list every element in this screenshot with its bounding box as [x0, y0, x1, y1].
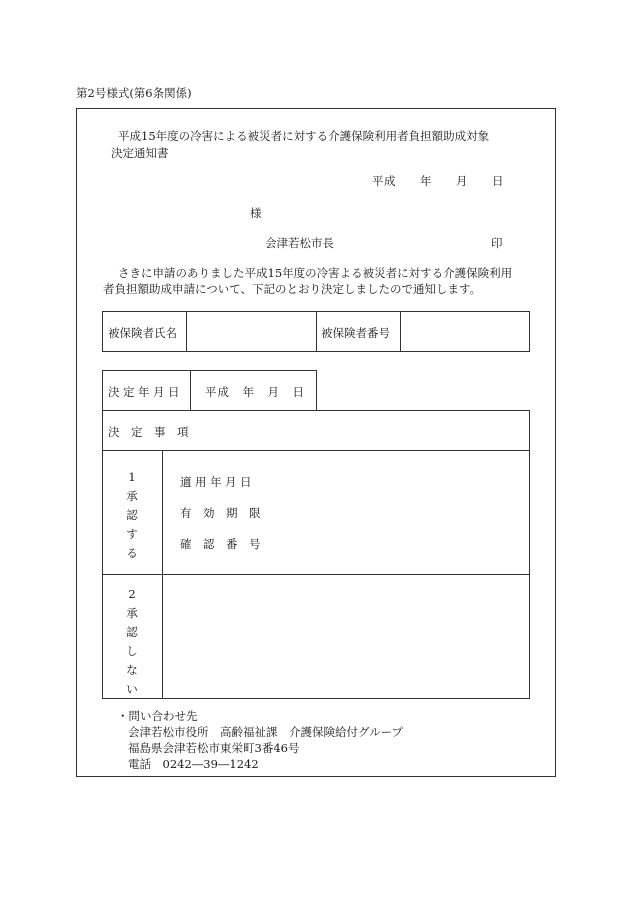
- body-line1: さきに申請のありました平成15年度の冷害よる被災者に対する介護保険利用: [118, 266, 513, 280]
- issuer: 会津若松市長: [265, 236, 334, 250]
- confirmation-number-label: 確 認 番 号: [180, 537, 261, 551]
- approve-label: 1 承 認 す る: [126, 470, 138, 560]
- seal-mark: 印: [491, 236, 503, 250]
- insured-number-label: 被保険者番号: [321, 326, 390, 340]
- contact-line1: 会津若松市役所 高齢福祉課 介護保険給付グループ: [128, 725, 404, 739]
- validity-period-label: 有 効 期 限: [180, 506, 261, 520]
- decision-date-label: 決定年月日: [108, 385, 183, 399]
- contact-heading: ・問い合わせ先: [117, 709, 198, 723]
- applicable-date-label: 適用年月日: [180, 475, 255, 489]
- decision-matters-table: [102, 410, 530, 699]
- recipient-suffix: 様: [250, 206, 262, 220]
- contact-line2: 福島県会津若松市東栄町3番46号: [128, 741, 300, 755]
- date-line: 平成 年 月 日: [372, 174, 504, 188]
- not-approve-label: 2 承 認 し な い: [126, 587, 138, 696]
- decision-matters-label: 決 定 事 項: [108, 425, 189, 439]
- title-line2: 決定通知書: [111, 146, 169, 160]
- title-line1: 平成15年度の冷害による被災者に対する介護保険利用者負担額助成対象: [118, 129, 490, 143]
- contact-line3: 電話 0242―39―1242: [128, 757, 259, 771]
- form-label: 第2号様式(第6条関係): [76, 86, 192, 100]
- insured-name-label: 被保険者氏名: [108, 326, 177, 340]
- decision-date-value: 平成 年 月 日: [205, 385, 305, 399]
- body-line2: 者負担額助成申請について、下記のとおり決定しましたので通知します。: [103, 282, 482, 296]
